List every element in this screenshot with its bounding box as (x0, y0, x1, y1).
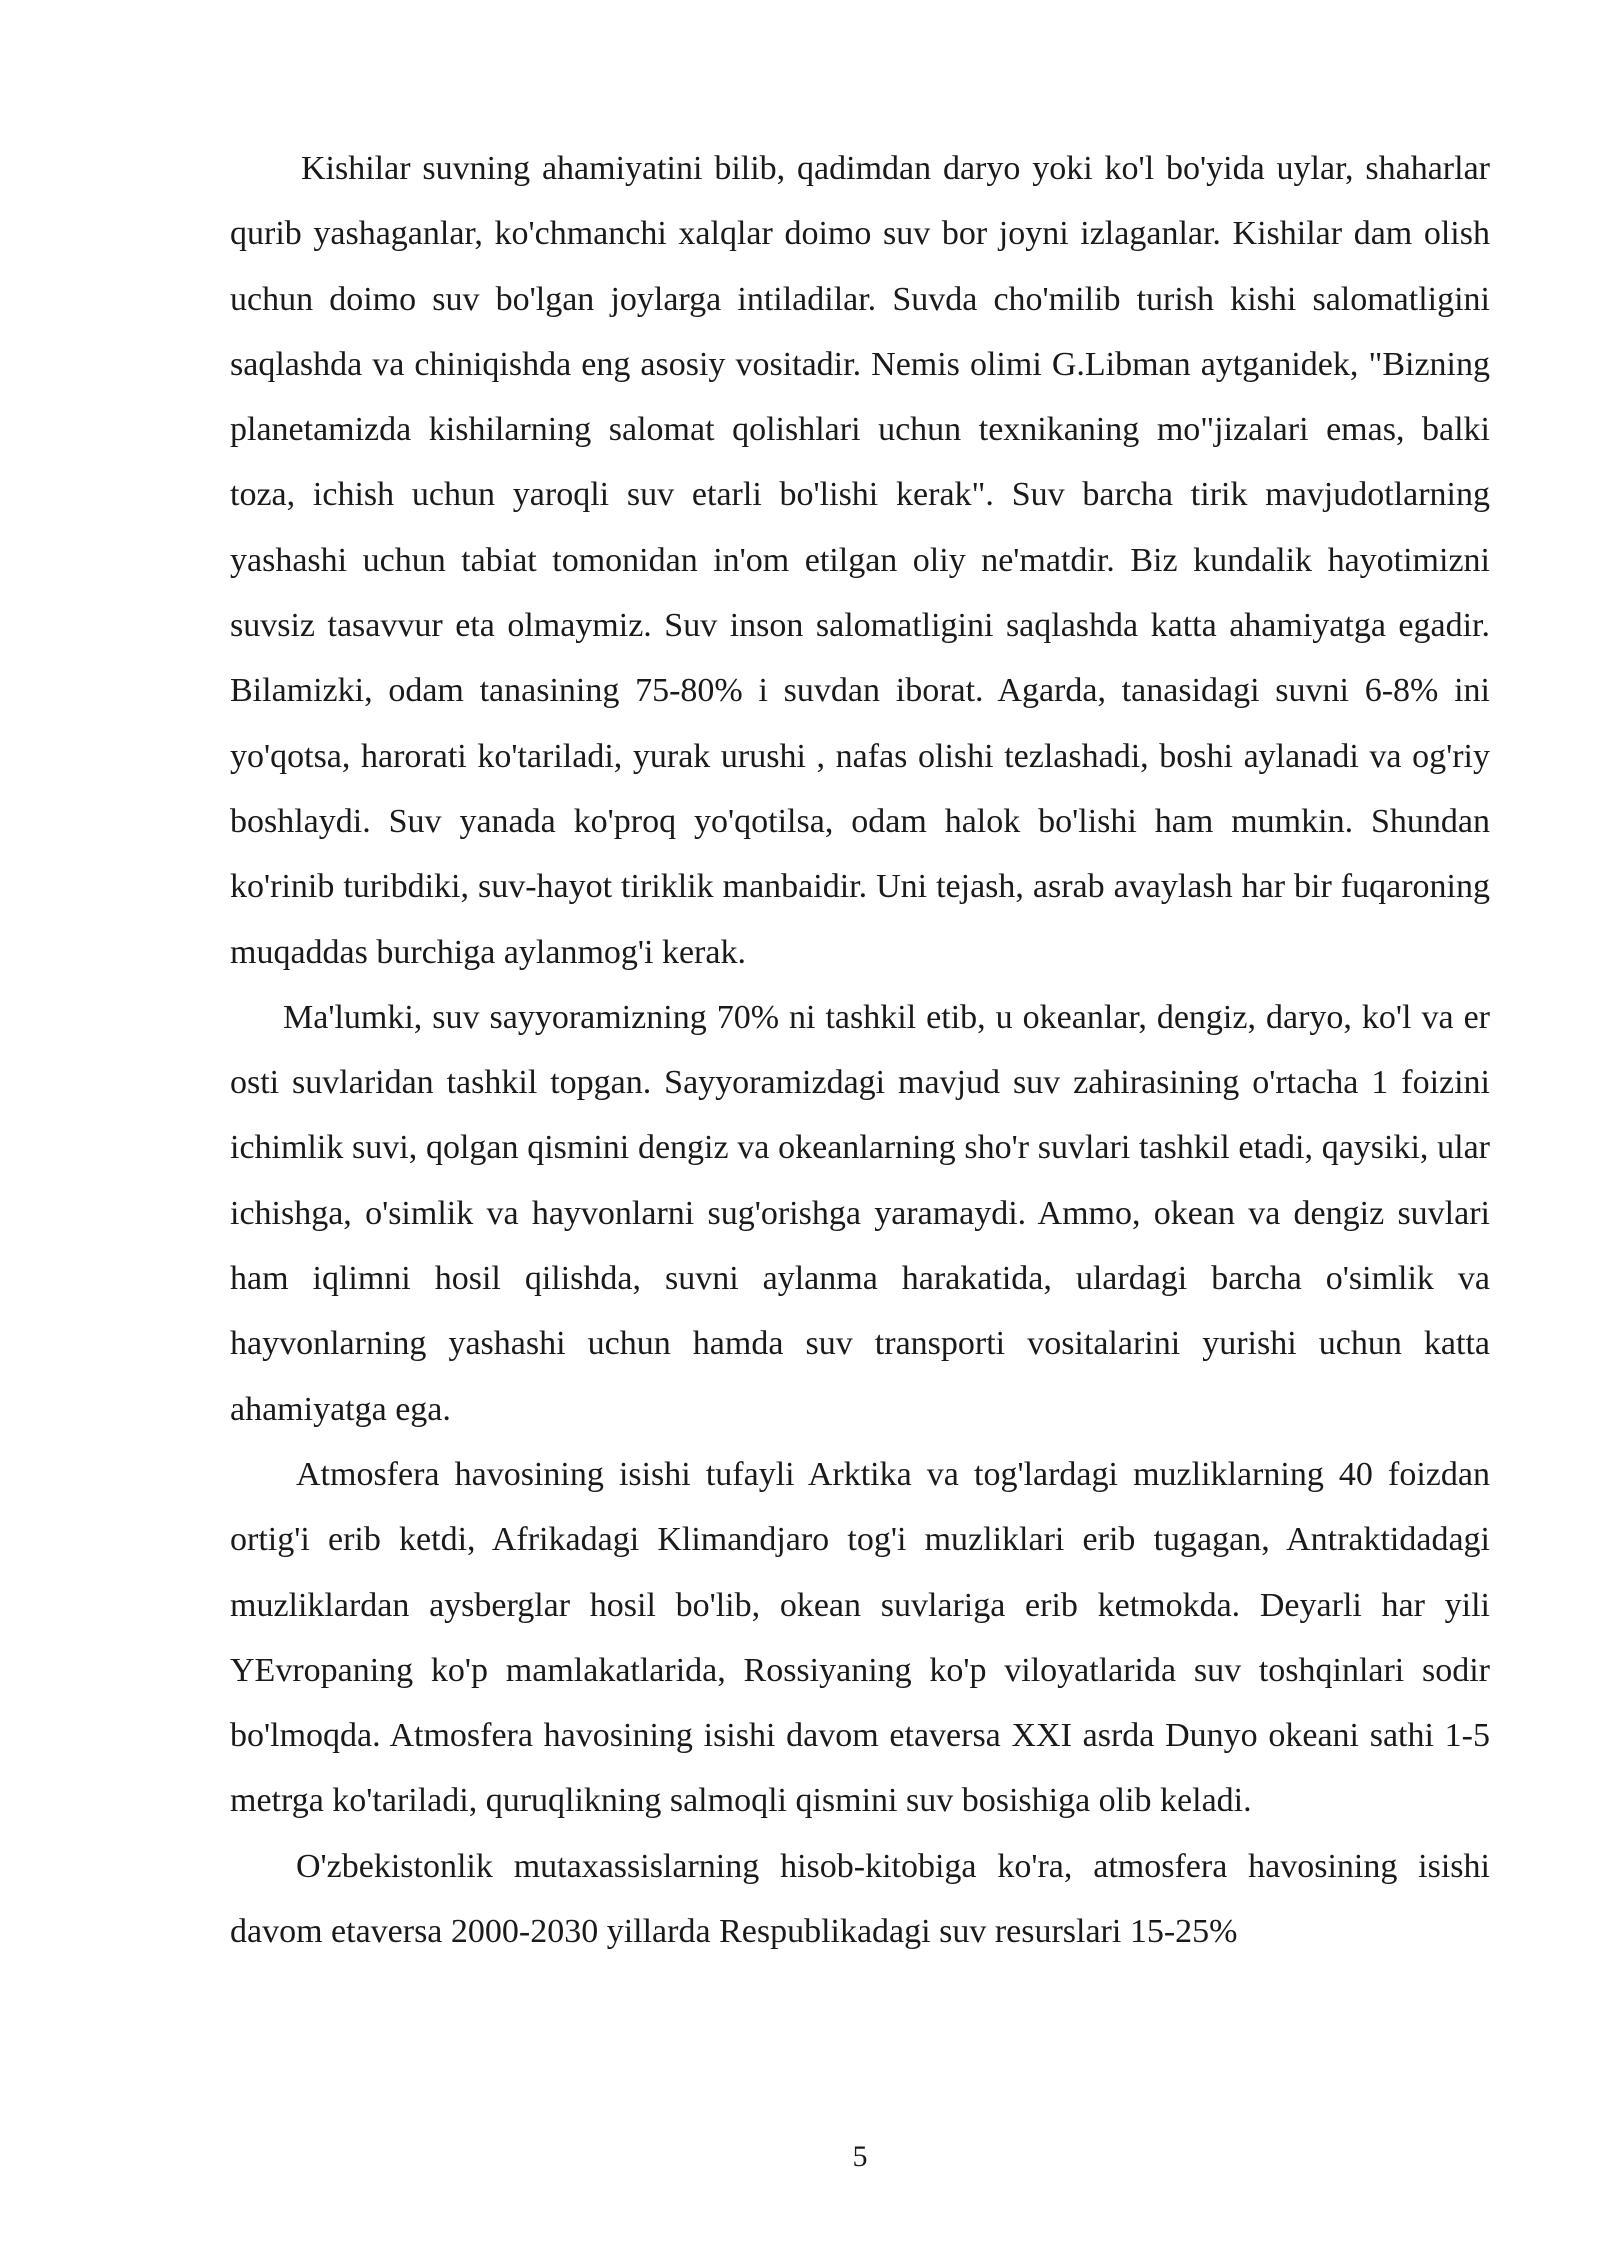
paragraph-atmosphere-warming: Atmosfera havosining isishi tufayli Arktika va tog'lardagi muzliklarning 40 foizdan ortig'i erib ketdi, Afrikadagi Klimandjaro tog'i muzliklari erib tugagan, Antraktidadagi muzliklardan aysberglar hosil bo'lib, okean suvlariga erib ketmokda. Deyarli har yili YEvropaning ko'p mamlakatlarida, Rossiyaning ko'p viloyatlarida suv toshqinlari sodir bo'lmoqda. Atmosfera havosining isishi davom etaversa XXI asrda Dunyo okeani sathi 1-5 metrga ko'tariladi, quruqlikning salmoqli qismini suv bosishiga olib keladi. (230, 1455, 1490, 1820)
paragraph-uzbekistan-forecast: O'zbekistonlik mutaxassislarning hisob-kitobiga ko'ra, atmosfera havosining isishi davom etaversa 2000-2030 yillarda Respublikadagi suv resurslari 15-25% (230, 1847, 1490, 1951)
document-body (230, 136, 1490, 1964)
paragraph-water-importance: Kishilar suvning ahamiyatini bilib, qadimdan daryo yoki ko'l bo'yida uylar, shaharlar qurib yashaganlar, ko'chmanchi xalqlar doimo suv bor joyni izlaganlar. Kishilar dam olish uchun doimo suv bo'lgan joylarga intiladilar. Suvda cho'milib turish kishi salomatligini saqlashda va chiniqishda eng asosiy vositadir. Nemis olimi G.Libman aytganidek, "Bizning planetamizda kishilarning salomat qolishlari uchun texnikaning mo"jizalari emas, balki toza, ichish uchun yaroqli suv etarli bo'lishi kerak". Suv barcha tirik mavjudotlarning yashashi uchun tabiat tomonidan in'om etilgan oliy ne'matdir. Biz kundalik hayotimizni suvsiz tasavvur eta olmaymiz. Suv inson salomatligini saqlashda katta ahamiyatga egadir. Bilamizki, odam tanasining 75-80% i suvdan iborat. Agarda, tanasidagi suvni 6-8% ini yo'qotsa, harorati ko'tariladi, yurak urushi , nafas olishi tezlashadi, boshi aylanadi va og'riy boshlaydi. Suv yanada ko'proq yo'qotilsa, odam halok bo'lishi ham mumkin. Shundan ko'rinib turibdiki, suv-hayot tiriklik manbaidir. Uni tejash, asrab avaylash har bir fuqaroning muqaddas burchiga aylanmog'i kerak. (230, 150, 1490, 971)
page-number: 5 (852, 2140, 868, 2173)
paragraph-planet-water: Ma'lumki, suv sayyoramizning 70% ni tashkil etib, u okeanlar, dengiz, daryo, ko'l va er osti suvlaridan tashkil topgan. Sayyoramizdagi mavjud suv zahirasining o'rtacha 1 foizini ichimlik suvi, qolgan qismini dengiz va okeanlarning sho'r suvlari tashkil etadi, qaysiki, ular ichishga, o'simlik va hayvonlarni sug'orishga yaramaydi. Ammo, okean va dengiz suvlari ham iqlimni hosil qilishda, suvni aylanma harakatida, ulardagi barcha o'simlik va hayvonlarning yashashi uchun hamda suv transporti vositalarini yurishi uchun katta ahamiyatga ega. (230, 998, 1490, 1428)
